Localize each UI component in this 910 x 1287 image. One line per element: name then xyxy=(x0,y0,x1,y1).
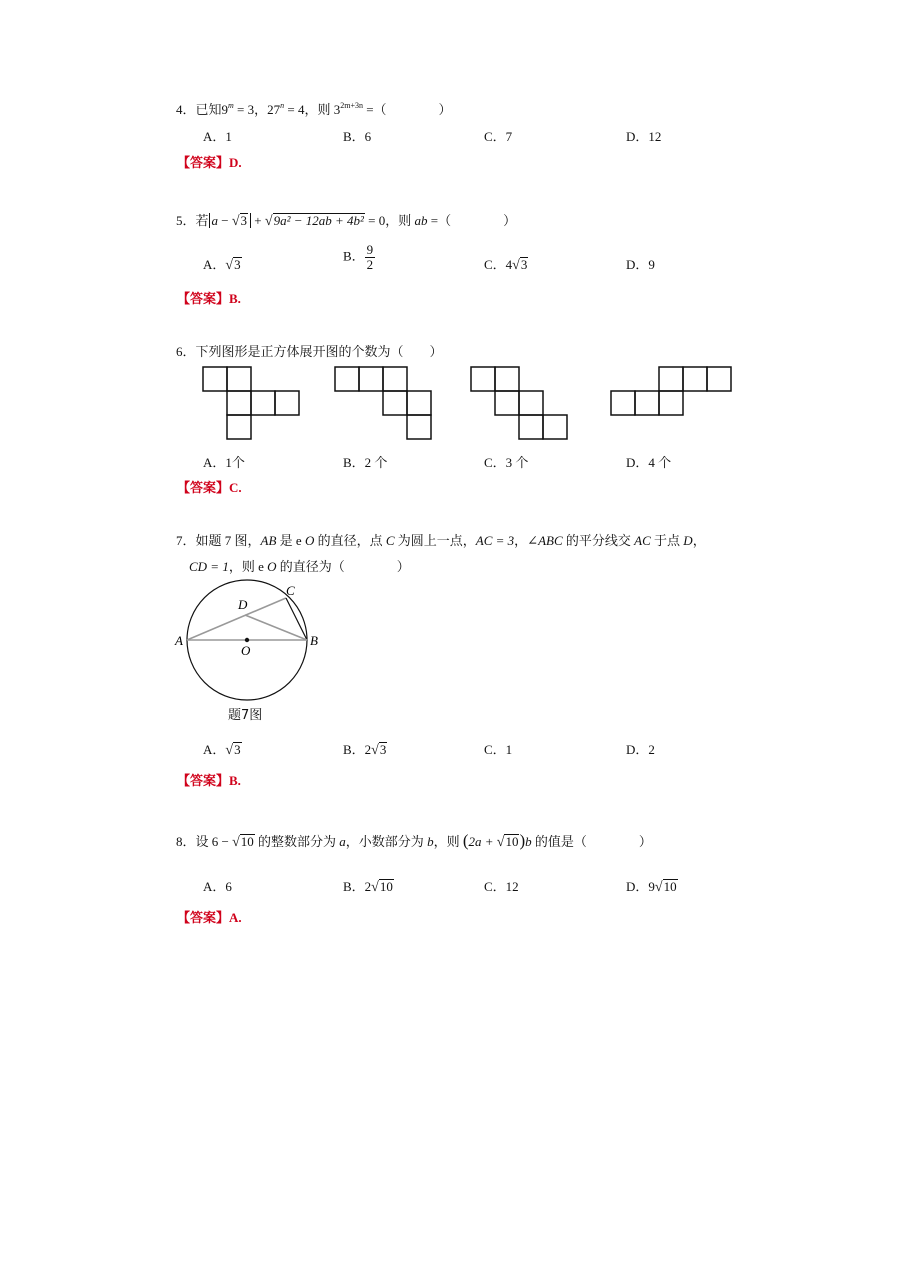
label-o: O xyxy=(241,643,251,658)
bisector-bd xyxy=(245,615,307,640)
q7-answer: 【答案】B. xyxy=(177,773,241,788)
q6-option-b[interactable]: B．2 个 xyxy=(343,455,388,470)
q8-answer: 【答案】A. xyxy=(177,910,242,925)
q6-option-c[interactable]: C．3 个 xyxy=(484,455,529,470)
q8-option-a[interactable]: A．6 xyxy=(203,879,232,894)
q8-option-c[interactable]: C．12 xyxy=(484,879,519,894)
chord-cb xyxy=(286,598,307,640)
q7-option-c[interactable]: C．1 xyxy=(484,742,513,757)
q7-option-d[interactable]: D．2 xyxy=(626,742,655,757)
label-c: C xyxy=(286,583,295,598)
q4-option-d[interactable]: D．12 xyxy=(626,129,662,144)
cube-net-2 xyxy=(335,367,431,439)
q8-option-d[interactable]: D．9√10 xyxy=(626,879,677,895)
cube-net-4 xyxy=(611,367,731,415)
q4-option-b[interactable]: B．6 xyxy=(343,129,372,144)
chord-ac xyxy=(187,598,286,640)
q7-figure-caption: 题7图 xyxy=(228,708,263,723)
q8-stem: 8．设 6 − √10 的整数部分为 a，小数部分为 b，则 (2a + √10)b 的值是（ ） xyxy=(176,831,652,850)
q6-answer: 【答案】C. xyxy=(177,480,242,495)
cube-nets-figure xyxy=(200,364,740,442)
q6-stem: 6．下列图形是正方体展开图的个数为（ ） xyxy=(176,344,443,359)
q5-option-d[interactable]: D．9 xyxy=(626,257,655,272)
q8-option-b[interactable]: B．2√10 xyxy=(343,879,393,895)
q4-stem: 4．已知$9^m = 3$，$27^n = 4$，则 $3^{2m+3n}$ =（ ） xyxy=(176,101,452,117)
q4-option-a[interactable]: A．1 xyxy=(203,129,232,144)
q5-option-a[interactable]: A．√3 xyxy=(203,257,241,273)
q7-stem-line1: 7．如题 7 图，AB 是 e O 的直径，点 C 为圆上一点，AC = 3，∠ABC 的平分线交 AC 于点 D， xyxy=(176,533,706,548)
q4-answer: 【答案】D. xyxy=(177,155,242,170)
q4-option-c[interactable]: C．7 xyxy=(484,129,513,144)
q5-option-c[interactable]: C．4√3 xyxy=(484,257,528,273)
q7-circle-figure xyxy=(170,578,330,704)
label-a: A xyxy=(175,633,183,648)
cube-net-1 xyxy=(203,367,299,439)
center-dot xyxy=(245,638,249,642)
q5-option-b[interactable]: B． $\frac{9}{2}$ xyxy=(343,242,374,272)
q6-option-a[interactable]: A．1个 xyxy=(203,455,245,470)
cube-net-3 xyxy=(471,367,567,439)
q7-stem-line2: CD = 1，则 e O 的直径为（ ） xyxy=(189,559,410,574)
q5-stem: 5．若 a − √3 + √9a² − 12ab + 4b² = 0，则 ab =（ ） xyxy=(176,213,517,229)
q7-option-a[interactable]: A．√3 xyxy=(203,742,241,758)
label-d: D xyxy=(238,597,248,612)
q5-answer: 【答案】B. xyxy=(177,291,241,306)
q6-option-d[interactable]: D．4 个 xyxy=(626,455,672,470)
q7-option-b[interactable]: B．2√3 xyxy=(343,742,387,758)
label-b: B xyxy=(310,633,318,648)
